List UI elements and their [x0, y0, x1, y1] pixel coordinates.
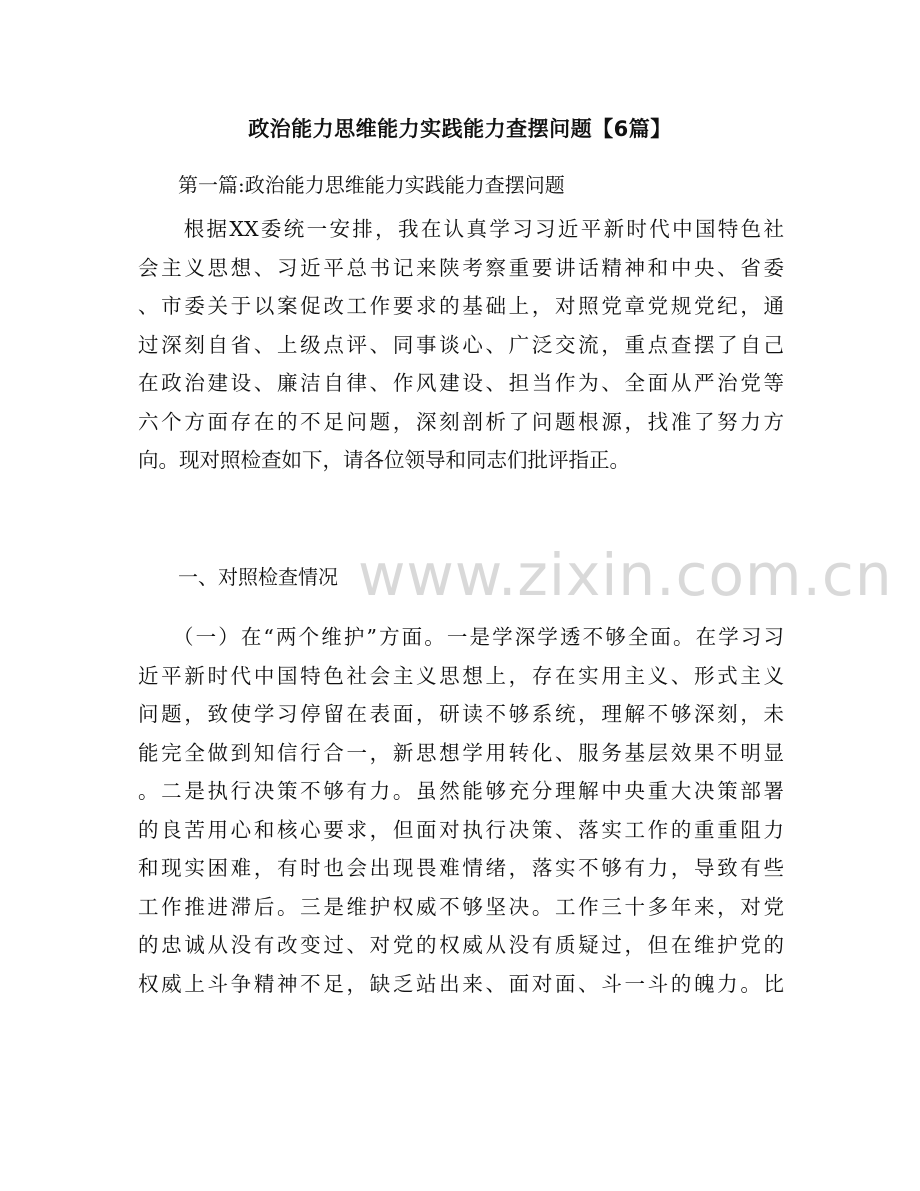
paragraph-two-safeguards	[138, 618, 784, 1003]
paragraph-line: 权威上斗争精神不足，缺乏站出来、面对面、斗一斗的魄力。比	[138, 971, 784, 996]
paragraph-line: 在政治建设、廉洁自律、作风建设、担当作为、全面从严治党等	[138, 371, 784, 395]
chapter-subtitle: 第一篇:政治能力思维能力实践能力查摆问题	[178, 173, 565, 197]
document-title: 政治能力思维能力实践能力查摆问题【6篇】	[248, 117, 672, 141]
paragraph-line: 工作推进滞后。三是维护权威不够坚决。工作三十多年来，对党	[138, 894, 784, 919]
paragraph-line: 六个方面存在的不足问题，深刻剖析了问题根源，找准了努力方	[138, 409, 784, 434]
paragraph-line: 和现实困难，有时也会出现畏难情绪，落实不够有力，导致有些	[138, 856, 784, 880]
paragraph-line: 的良苦用心和核心要求，但面对执行决策、落实工作的重重阻力	[138, 817, 784, 842]
paragraph-line: 的忠诚从没有改变过、对党的权威从没有质疑过，但在维护党的	[138, 933, 784, 957]
paragraph-line: （一）在“两个维护”方面。一是学深学透不够全面。在学习习	[138, 625, 784, 649]
watermark: www.zixin.com.cn	[358, 541, 893, 609]
paragraph-line: 问题，致使学习停留在表面，研读不够系统，理解不够深刻，未	[138, 702, 784, 726]
paragraph-line: 近平新时代中国特色社会主义思想上，存在实用主义、形式主义	[138, 663, 784, 688]
paragraph-line: 。二是执行决策不够有力。虽然能够充分理解中央重大决策部署	[138, 779, 784, 803]
paragraph-line: 过深刻自省、上级点评、同事谈心、广泛交流，重点查摆了自己	[138, 332, 784, 357]
paragraph-line: 能完全做到知信行合一，新思想学用转化、服务基层效果不明显	[138, 740, 784, 765]
paragraph-line: 、市委关于以案促改工作要求的基础上，对照党章党规党纪，通	[138, 294, 784, 318]
section-heading: 一、对照检查情况	[178, 565, 338, 589]
paragraph-line: 会主义思想、习近平总书记来陕考察重要讲话精神和中央、省委	[138, 255, 784, 280]
paragraph-intro	[138, 210, 784, 480]
paragraph-line: 向。现对照检查如下，请各位领导和同志们批评指正。	[138, 448, 630, 472]
paragraph-line: 根据XX委统一安排，我在认真学习习近平新时代中国特色社	[138, 217, 784, 241]
